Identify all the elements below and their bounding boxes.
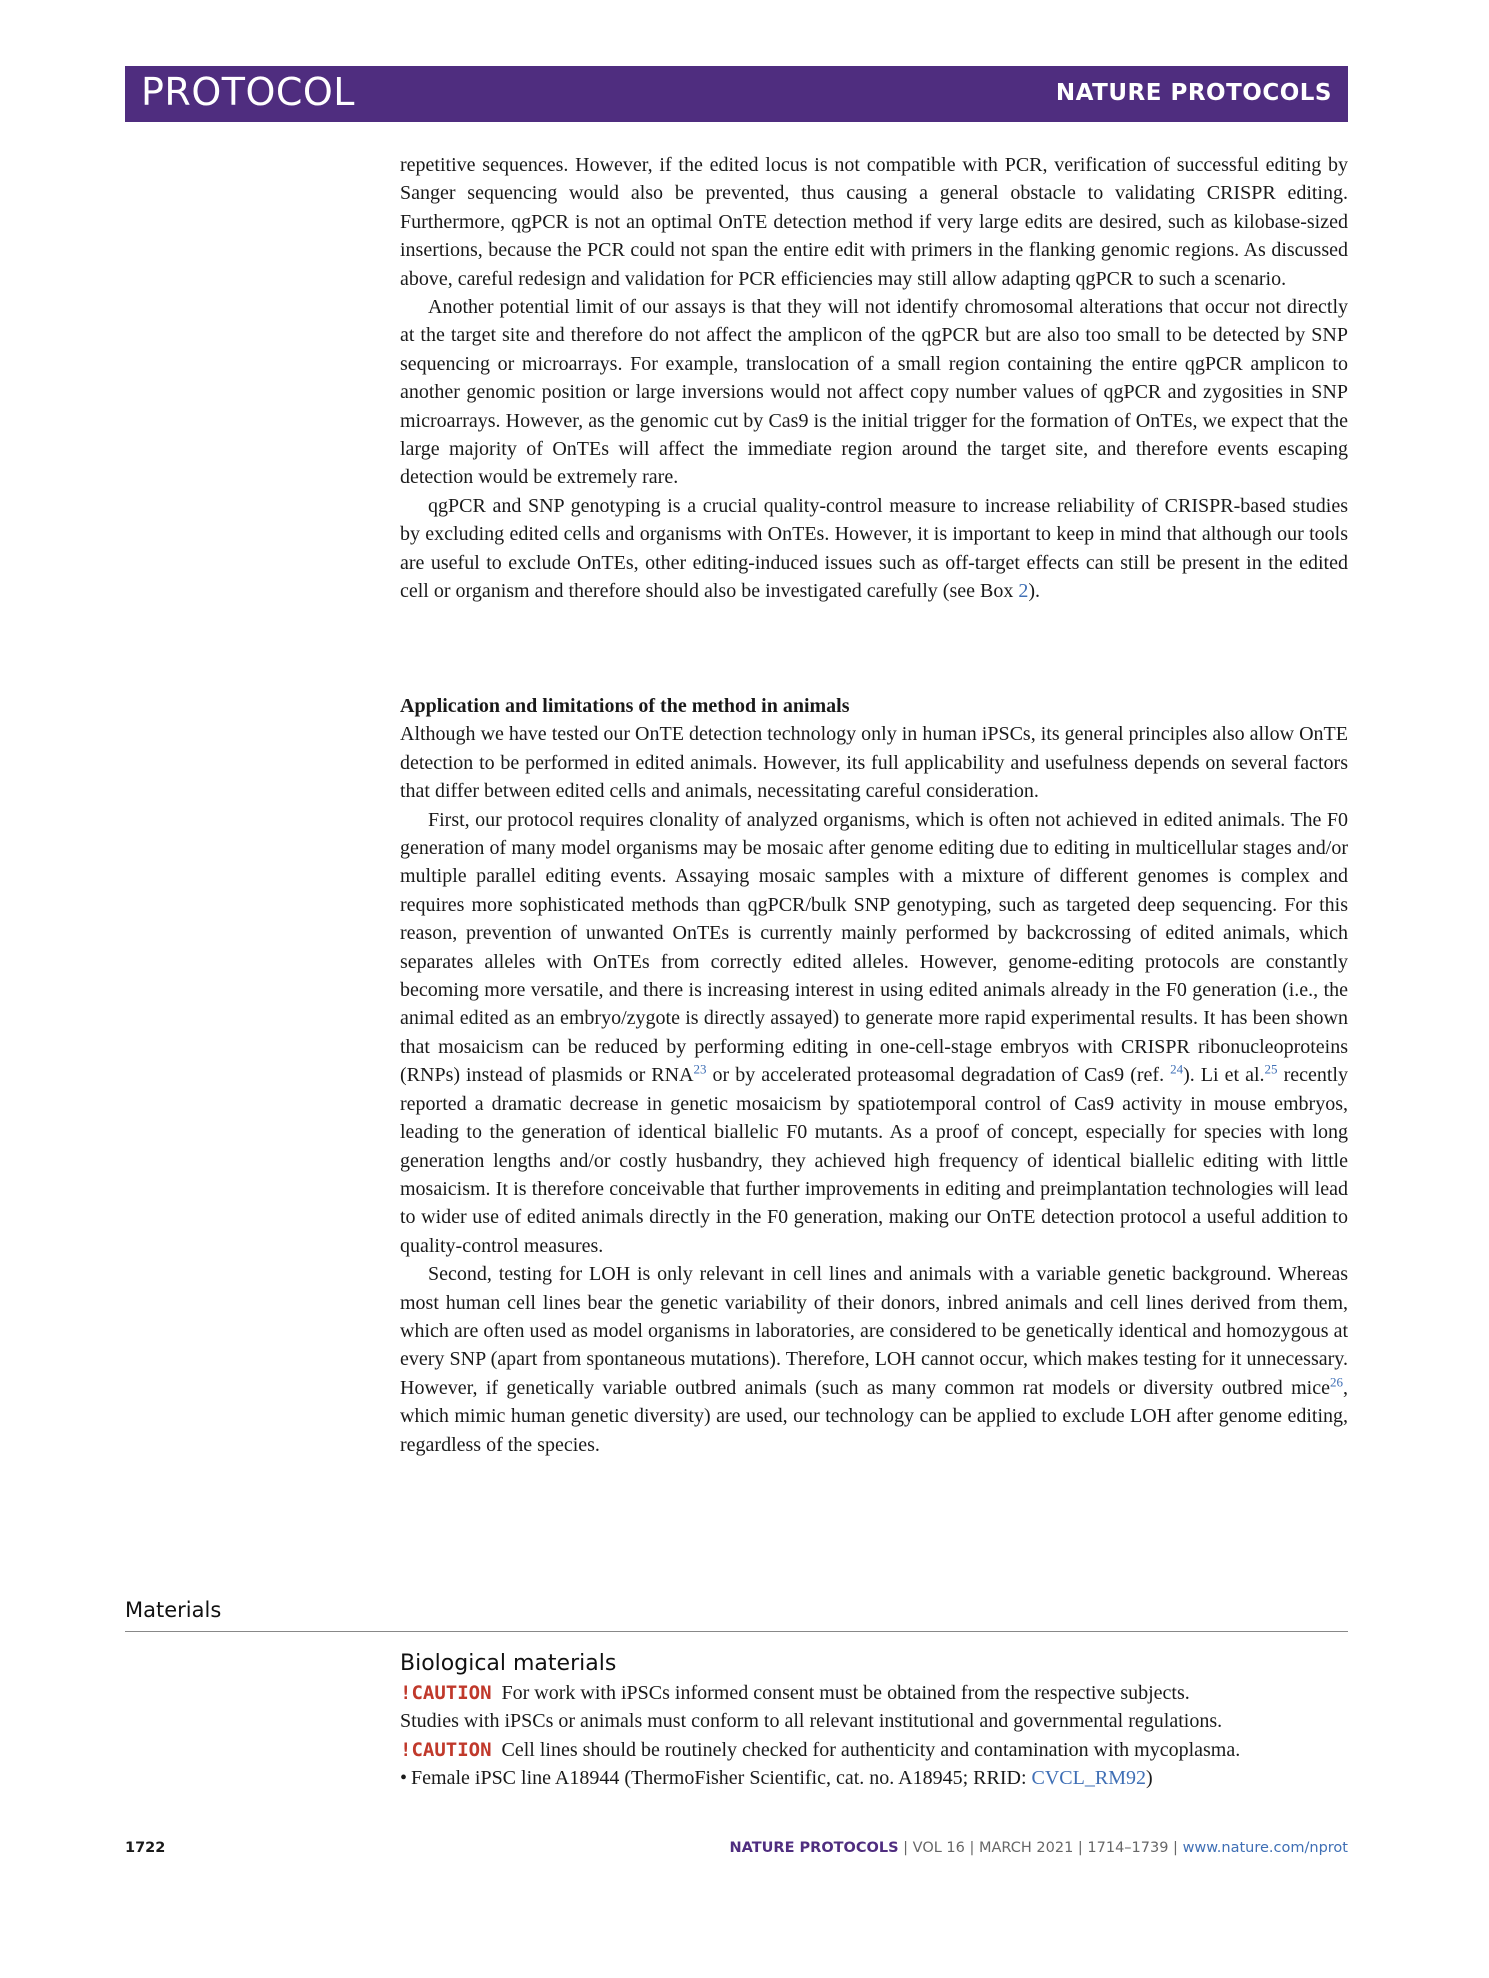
reference-link[interactable]: 23 — [693, 1061, 707, 1077]
reference-link[interactable]: 24 — [1170, 1061, 1184, 1077]
reference-link[interactable]: 26 — [1330, 1374, 1343, 1390]
paragraph-text: First, our protocol requires clonality of analyzed organisms, which is often not achieved in edited animals. The F0 generation of many model organisms may be mosaic after genome editing due to editing in multicellular stages and/or multiple parallel editing events. Assaying mosaic samples with a mixture of different genomes is complex and requires more sophisticated methods than qgPCR/bulk SNP genotyping, such as targeted deep sequencing. For this reason, prevention of unwanted OnTEs is currently mainly performed by backcrossing of edited animals, which separates alleles with OnTEs from correctly edited alleles. However, genome-editing protocols are constantly becoming more versatile, and there is increasing interest in using edited animals already in the F0 generation (i.e., the animal edited as an embryo/zygote is directly assayed) to generate more rapid experimental results. It has been shown that mosaicism can be reduced by performing editing in one-cell-stage embryos with CRISPR ribonucleoproteins (RNPs) instead of plasmids or RNA — [400, 808, 1348, 1087]
materials-section-header — [125, 1598, 1348, 1632]
paragraph — [400, 1260, 1348, 1459]
reference-link[interactable]: 25 — [1264, 1061, 1278, 1077]
paragraph-text: ). Li et al. — [1183, 1064, 1265, 1087]
body-text-upper — [400, 151, 1348, 606]
caution-label: !CAUTION — [400, 1738, 492, 1761]
caution-line — [400, 1679, 1360, 1708]
list-item — [400, 1764, 1360, 1793]
paragraph: repetitive sequences. However, if the edited locus is not compatible with PCR, verification of successful editing by Sanger sequencing would also be prevented, thus causing a general obstacle to validating CRISPR editing. Furthermore, qgPCR is not an optimal OnTE detection method if very large edits are desired, such as kilobase-sized insertions, because the PCR could not span the entire edit with primers in the flanking genomic regions. As discussed above, careful redesign and validation for PCR efficiencies may still allow adapting qgPCR to such a scenario. — [400, 154, 1348, 290]
paragraph — [400, 806, 1348, 1261]
footer-volume: | VOL 16 | MARCH 2021 | 1714–1739 | — [903, 1840, 1183, 1856]
footer-journal: NATURE PROTOCOLS — [729, 1840, 899, 1856]
box-reference-link[interactable]: 2 — [1018, 580, 1029, 603]
paragraph-text: , which mimic human genetic diversity) are used, our technology can be applied to exclude LOH after genome editing, regardless of the species. — [400, 1376, 1348, 1456]
paragraph-text: ). — [1028, 580, 1040, 603]
list-item-text: ) — [1145, 1767, 1153, 1790]
caution-text: For work with iPSCs informed consent must be obtained from the respective subjects. — [501, 1681, 1190, 1704]
paragraph — [400, 492, 1348, 606]
caution-line-continued: Studies with iPSCs or animals must conform to all relevant institutional and governmental regulations. — [400, 1710, 1223, 1733]
footer-citation — [730, 1840, 1348, 1856]
header-banner — [125, 66, 1348, 122]
caution-line — [400, 1736, 1360, 1765]
page-footer — [125, 1840, 1348, 1862]
journal-name: NATURE PROTOCOLS — [1055, 80, 1332, 106]
paragraph-text: qgPCR and SNP genotyping is a crucial quality-control measure to increase reliability of CRISPR-based studies by excluding edited cells and organisms with OnTEs. However, it is important to keep in mind that although our tools are useful to exclude OnTEs, other editing-induced issues such as off-target effects can still be present in the edited cell or organism and therefore should also be investigated carefully (see Box — [400, 494, 1348, 603]
section-label: PROTOCOL — [141, 70, 355, 114]
bullet-icon: • — [400, 1767, 408, 1790]
paragraph: Another potential limit of our assays is that they will not identify chromosomal alterations that occur not directly at the target site and therefore do not affect the amplicon of the qgPCR but are also too small to be detected by SNP sequencing or microarrays. For example, translocation of a small region containing the entire qgPCR amplicon to another genomic position or large inversions would not affect copy number values of qgPCR and zygosities in SNP microarrays. However, as the genomic cut by Cas9 is the initial trigger for the formation of OnTEs, we expect that the large majority of OnTEs will affect the immediate region around the target site, and therefore events escaping detection would be extremely rare. — [400, 296, 1348, 489]
caution-text: Cell lines should be routinely checked for authenticity and contamination with mycoplasma. — [501, 1738, 1241, 1761]
subsection-title: Biological materials — [400, 1651, 617, 1676]
section-title: Materials — [125, 1598, 222, 1622]
list-item-text: Female iPSC line A18944 (ThermoFisher Scientific, cat. no. A18945; RRID: — [411, 1767, 1032, 1790]
paragraph-text: or by accelerated proteasomal degradation of Cas9 (ref. — [706, 1064, 1171, 1087]
caution-label: !CAUTION — [400, 1681, 492, 1704]
body-text-animals — [400, 692, 1348, 1459]
subheading: Application and limitations of the method in animals — [400, 695, 850, 717]
paragraph-text: Second, testing for LOH is only relevant in cell lines and animals with a variable genetic background. Whereas most human cell lines bear the genetic variability of their donors, inbred animals and cell lines derived from them, which are often used as model organisms in laboratories, are considered to be genetically identical and homozygous at every SNP (apart from spontaneous mutations). Therefore, LOH cannot occur, which makes testing for it unnecessary. However, if genetically variable outbred animals (such as many common rat models or diversity outbred mice — [400, 1263, 1348, 1399]
rrid-link[interactable]: CVCL_RM92 — [1031, 1767, 1146, 1790]
paragraph: Although we have tested our OnTE detection technology only in human iPSCs, its general principles also allow OnTE detection to be performed in edited animals. However, its full applicability and usefulness depends on several factors that differ between edited cells and animals, necessitating careful consideration. — [400, 723, 1348, 803]
page-number: 1722 — [125, 1840, 166, 1856]
journal-url-link[interactable]: www.nature.com/nprot — [1182, 1840, 1348, 1856]
biological-materials-block — [400, 1650, 1360, 1793]
paragraph-text: recently reported a dramatic decrease in genetic mosaicism by spatiotemporal control of Cas9 activity in mouse embryos, leading to the generation of identical biallelic F0 mutants. As a proof of concept, especially for species with long generation lengths and/or costly husbandry, they achieved high frequency of identical biallelic editing with little mosaicism. It is therefore conceivable that further improvements in editing and preimplantation technologies will lead to wider use of edited animals directly in the F0 generation, making our OnTE detection protocol a useful addition to quality-control measures. — [400, 1064, 1348, 1257]
